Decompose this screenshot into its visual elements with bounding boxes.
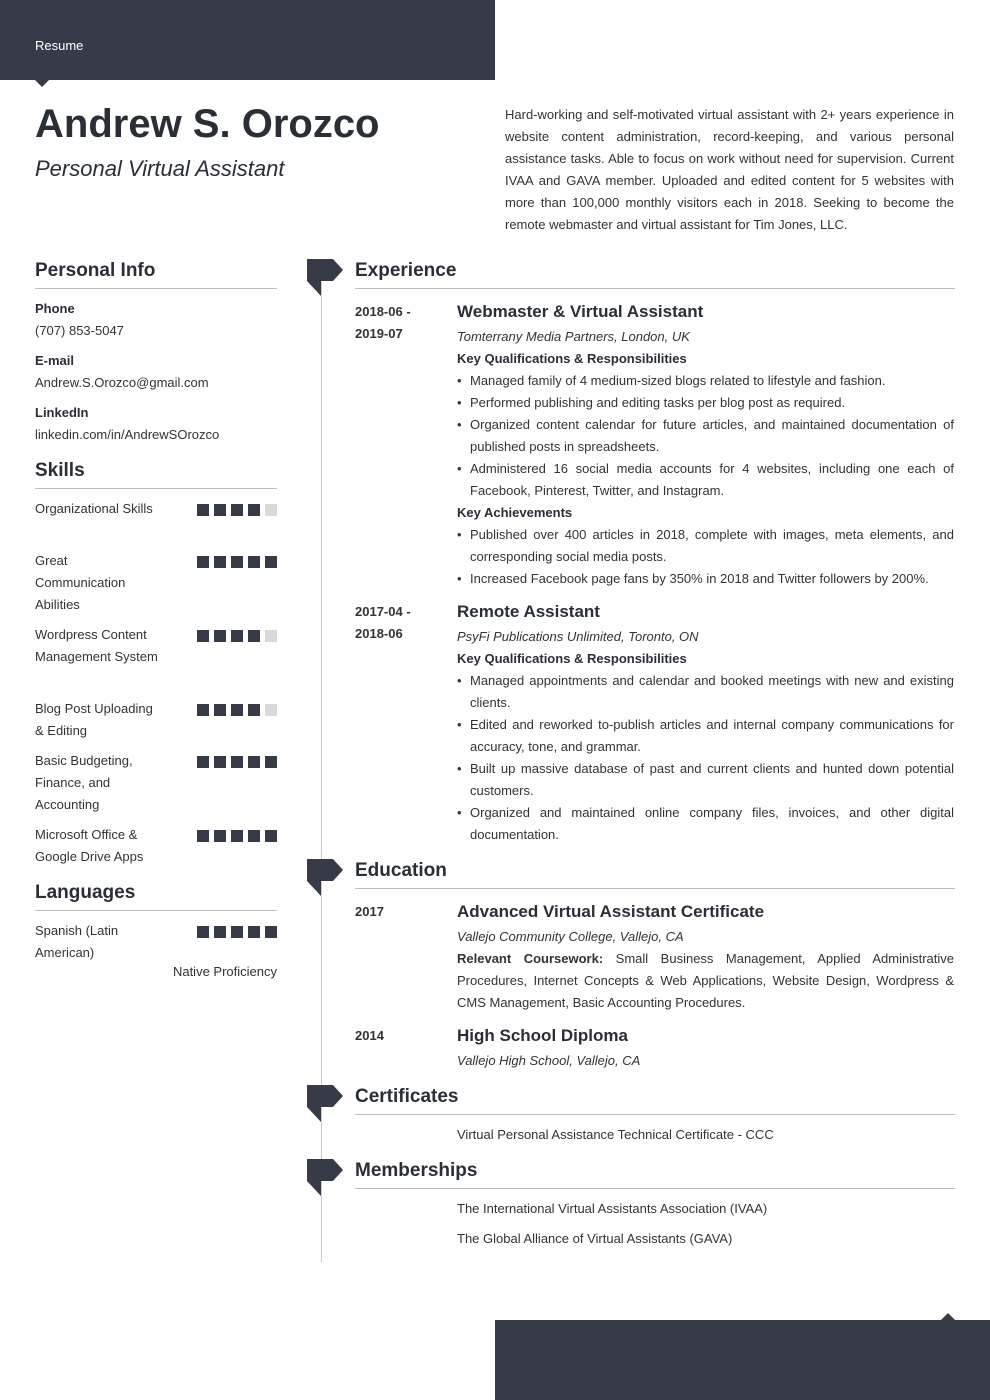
personal-info-section	[35, 260, 277, 289]
banner-notch	[35, 80, 49, 87]
job-title-text: Webmaster & Virtual Assistant	[457, 302, 704, 321]
school-name: Vallejo High School, Vallejo, CA	[457, 1053, 641, 1068]
school-name: Vallejo Community College, Vallejo, CA	[457, 929, 684, 944]
rating-dot-filled	[214, 704, 226, 716]
job-org: PsyFi Publications Unlimited, Toronto, ON	[457, 629, 699, 644]
memberships-heading: Memberships	[355, 1160, 955, 1189]
skill-row	[35, 750, 277, 816]
skill-row	[35, 824, 277, 868]
rating-dot-filled	[197, 630, 209, 642]
list-item: • Built up massive database of past and current clients and hunted down potential customers.	[457, 758, 954, 802]
skill-rating	[197, 704, 277, 716]
rating-dot-filled	[214, 504, 226, 516]
job-org: Tomterrany Media Partners, London, UK	[457, 329, 690, 344]
list-item: • Organized content calendar for future articles, and maintained documentation of published posts in spreadsheets.	[457, 414, 954, 458]
email-label: E-mail	[35, 353, 75, 368]
skill-name: Blog Post Uploading & Editing	[35, 701, 153, 738]
certificate-item: Virtual Personal Assistance Technical Certificate - CCC	[457, 1127, 774, 1142]
skill-row	[35, 698, 277, 742]
coursework-text: Small Business Management, Applied Administrative Procedures, Internet Concepts & Web Applications, Website Design, Wordpress & CMS Management, Basic Accounting Procedures.	[457, 951, 954, 1010]
skill-row	[35, 550, 277, 616]
job-entry	[457, 600, 954, 846]
list-item: • Edited and reworked to-publish articles and internal company communications for accuracy, tone, and grammar.	[457, 714, 954, 758]
banner-label: Resume	[35, 38, 84, 53]
skill-rating	[197, 504, 277, 516]
date-start: 2018-06 -	[355, 304, 411, 319]
skill-name: Wordpress Content Management System	[35, 627, 158, 664]
qualifications-heading: Key Qualifications & Responsibilities	[457, 651, 687, 666]
rating-dot-empty	[265, 630, 277, 642]
top-banner	[0, 0, 495, 80]
email-value[interactable]: Andrew.S.Orozco@gmail.com	[35, 375, 209, 390]
education-entry	[457, 900, 954, 1014]
section-flag-icon	[307, 1159, 345, 1197]
languages-section	[35, 882, 277, 911]
rating-dot-filled	[214, 926, 226, 938]
date-end: 2018-06	[355, 626, 403, 641]
rating-dot-filled	[197, 830, 209, 842]
qualifications-list	[457, 670, 954, 846]
rating-dot-filled	[214, 756, 226, 768]
rating-dot-filled	[248, 830, 260, 842]
linkedin-value[interactable]: linkedin.com/in/AndrewSOrozco	[35, 427, 220, 442]
list-item: • Managed family of 4 medium-sized blogs related to lifestyle and fashion.	[457, 370, 954, 392]
rating-dot-filled	[197, 756, 209, 768]
skill-name: Basic Budgeting, Finance, and Accounting	[35, 753, 133, 812]
list-item: • Increased Facebook page fans by 350% in 2018 and Twitter followers by 200%.	[457, 568, 954, 590]
list-item: • Managed appointments and calendar and booked meetings with new and existing clients.	[457, 670, 954, 714]
skill-name: Organizational Skills	[35, 501, 153, 516]
qualifications-heading: Key Qualifications & Responsibilities	[457, 351, 687, 366]
coursework-label: Relevant Coursework:	[457, 951, 604, 966]
list-item: • Organized and maintained online company files, invoices, and other digital documentation.	[457, 802, 954, 846]
rating-dot-filled	[231, 926, 243, 938]
degree-title: Advanced Virtual Assistant Certificate	[457, 902, 765, 921]
experience-heading: Experience	[355, 260, 955, 289]
membership-item: The Global Alliance of Virtual Assistants (GAVA)	[457, 1231, 733, 1246]
job-dates	[355, 601, 450, 645]
skill-rating	[197, 756, 277, 768]
rating-dot-filled	[231, 756, 243, 768]
rating-dot-filled	[197, 926, 209, 938]
skill-row	[35, 498, 277, 520]
profile-summary: Hard-working and self-motivated virtual assistant with 2+ years experience in website content administration, record-keeping, and various personal assistance tasks. Able to focus on work without need for supervision. Current IVAA and GAVA member. Uploaded and edited content for 5 websites with more than 100,000 monthly visitors each in 2018. Seeking to become the remote webmaster and virtual assistant for Tim Jones, LLC.	[505, 107, 954, 232]
education-year: 2014	[355, 1028, 384, 1043]
section-flag-icon	[307, 259, 345, 297]
rating-dot-filled	[231, 704, 243, 716]
rating-dot-filled	[248, 704, 260, 716]
personal-info-heading: Personal Info	[35, 260, 277, 289]
rating-dot-filled	[265, 756, 277, 768]
certificates-heading: Certificates	[355, 1086, 955, 1115]
language-name: Spanish (Latin American)	[35, 923, 119, 960]
rating-dot-filled	[265, 830, 277, 842]
rating-dot-filled	[231, 556, 243, 568]
skills-section	[35, 460, 277, 489]
rating-dot-filled	[231, 830, 243, 842]
achievements-heading: Key Achievements	[457, 505, 573, 520]
rating-dot-filled	[265, 926, 277, 938]
rating-dot-filled	[248, 756, 260, 768]
achievements-list	[457, 524, 954, 590]
rating-dot-filled	[231, 504, 243, 516]
skill-rating	[197, 630, 277, 642]
skill-rating	[197, 556, 277, 568]
linkedin-label: LinkedIn	[35, 405, 89, 420]
languages-heading: Languages	[35, 882, 277, 911]
job-title-text: Remote Assistant	[457, 602, 600, 621]
coursework	[457, 948, 954, 1014]
language-row	[35, 920, 277, 964]
job-entry	[457, 300, 954, 590]
list-item: • Performed publishing and editing tasks per blog post as required.	[457, 392, 954, 414]
date-end: 2019-07	[355, 326, 403, 341]
skill-name: Great Communication Abilities	[35, 553, 126, 612]
degree-title: High School Diploma	[457, 1026, 628, 1045]
language-rating	[197, 926, 277, 938]
section-flag-icon	[307, 1085, 345, 1123]
date-start: 2017-04 -	[355, 604, 411, 619]
rating-dot-filled	[231, 630, 243, 642]
section-flag-icon	[307, 859, 345, 897]
rating-dot-filled	[214, 830, 226, 842]
rating-dot-filled	[214, 630, 226, 642]
rating-dot-filled	[248, 630, 260, 642]
skill-row	[35, 624, 277, 668]
phone-label: Phone	[35, 301, 75, 316]
rating-dot-filled	[265, 556, 277, 568]
footer-banner	[495, 1320, 990, 1400]
footer-notch	[941, 1313, 955, 1320]
rating-dot-filled	[248, 556, 260, 568]
rating-dot-filled	[197, 504, 209, 516]
rating-dot-empty	[265, 504, 277, 516]
education-heading: Education	[355, 860, 955, 889]
education-year: 2017	[355, 904, 384, 919]
rating-dot-filled	[248, 926, 260, 938]
job-title: Personal Virtual Assistant	[35, 156, 285, 181]
rating-dot-empty	[265, 704, 277, 716]
education-entry	[457, 1024, 954, 1072]
list-item: • Administered 16 social media accounts for 4 websites, including one each of Facebook, Pinterest, Twitter, and Instagram.	[457, 458, 954, 502]
rating-dot-filled	[197, 556, 209, 568]
membership-item: The International Virtual Assistants Association (IVAA)	[457, 1201, 768, 1216]
rating-dot-filled	[197, 704, 209, 716]
job-dates	[355, 301, 450, 345]
skills-heading: Skills	[35, 460, 277, 489]
qualifications-list	[457, 370, 954, 502]
list-item: • Published over 400 articles in 2018, complete with images, meta elements, and corresponding social media posts.	[457, 524, 954, 568]
rating-dot-filled	[248, 504, 260, 516]
phone-value: (707) 853-5047	[35, 323, 124, 338]
candidate-name: Andrew S. Orozco	[35, 102, 380, 146]
skill-rating	[197, 830, 277, 842]
skill-name: Microsoft Office & Google Drive Apps	[35, 827, 144, 864]
language-proficiency: Native Proficiency	[172, 964, 277, 979]
rating-dot-filled	[214, 556, 226, 568]
